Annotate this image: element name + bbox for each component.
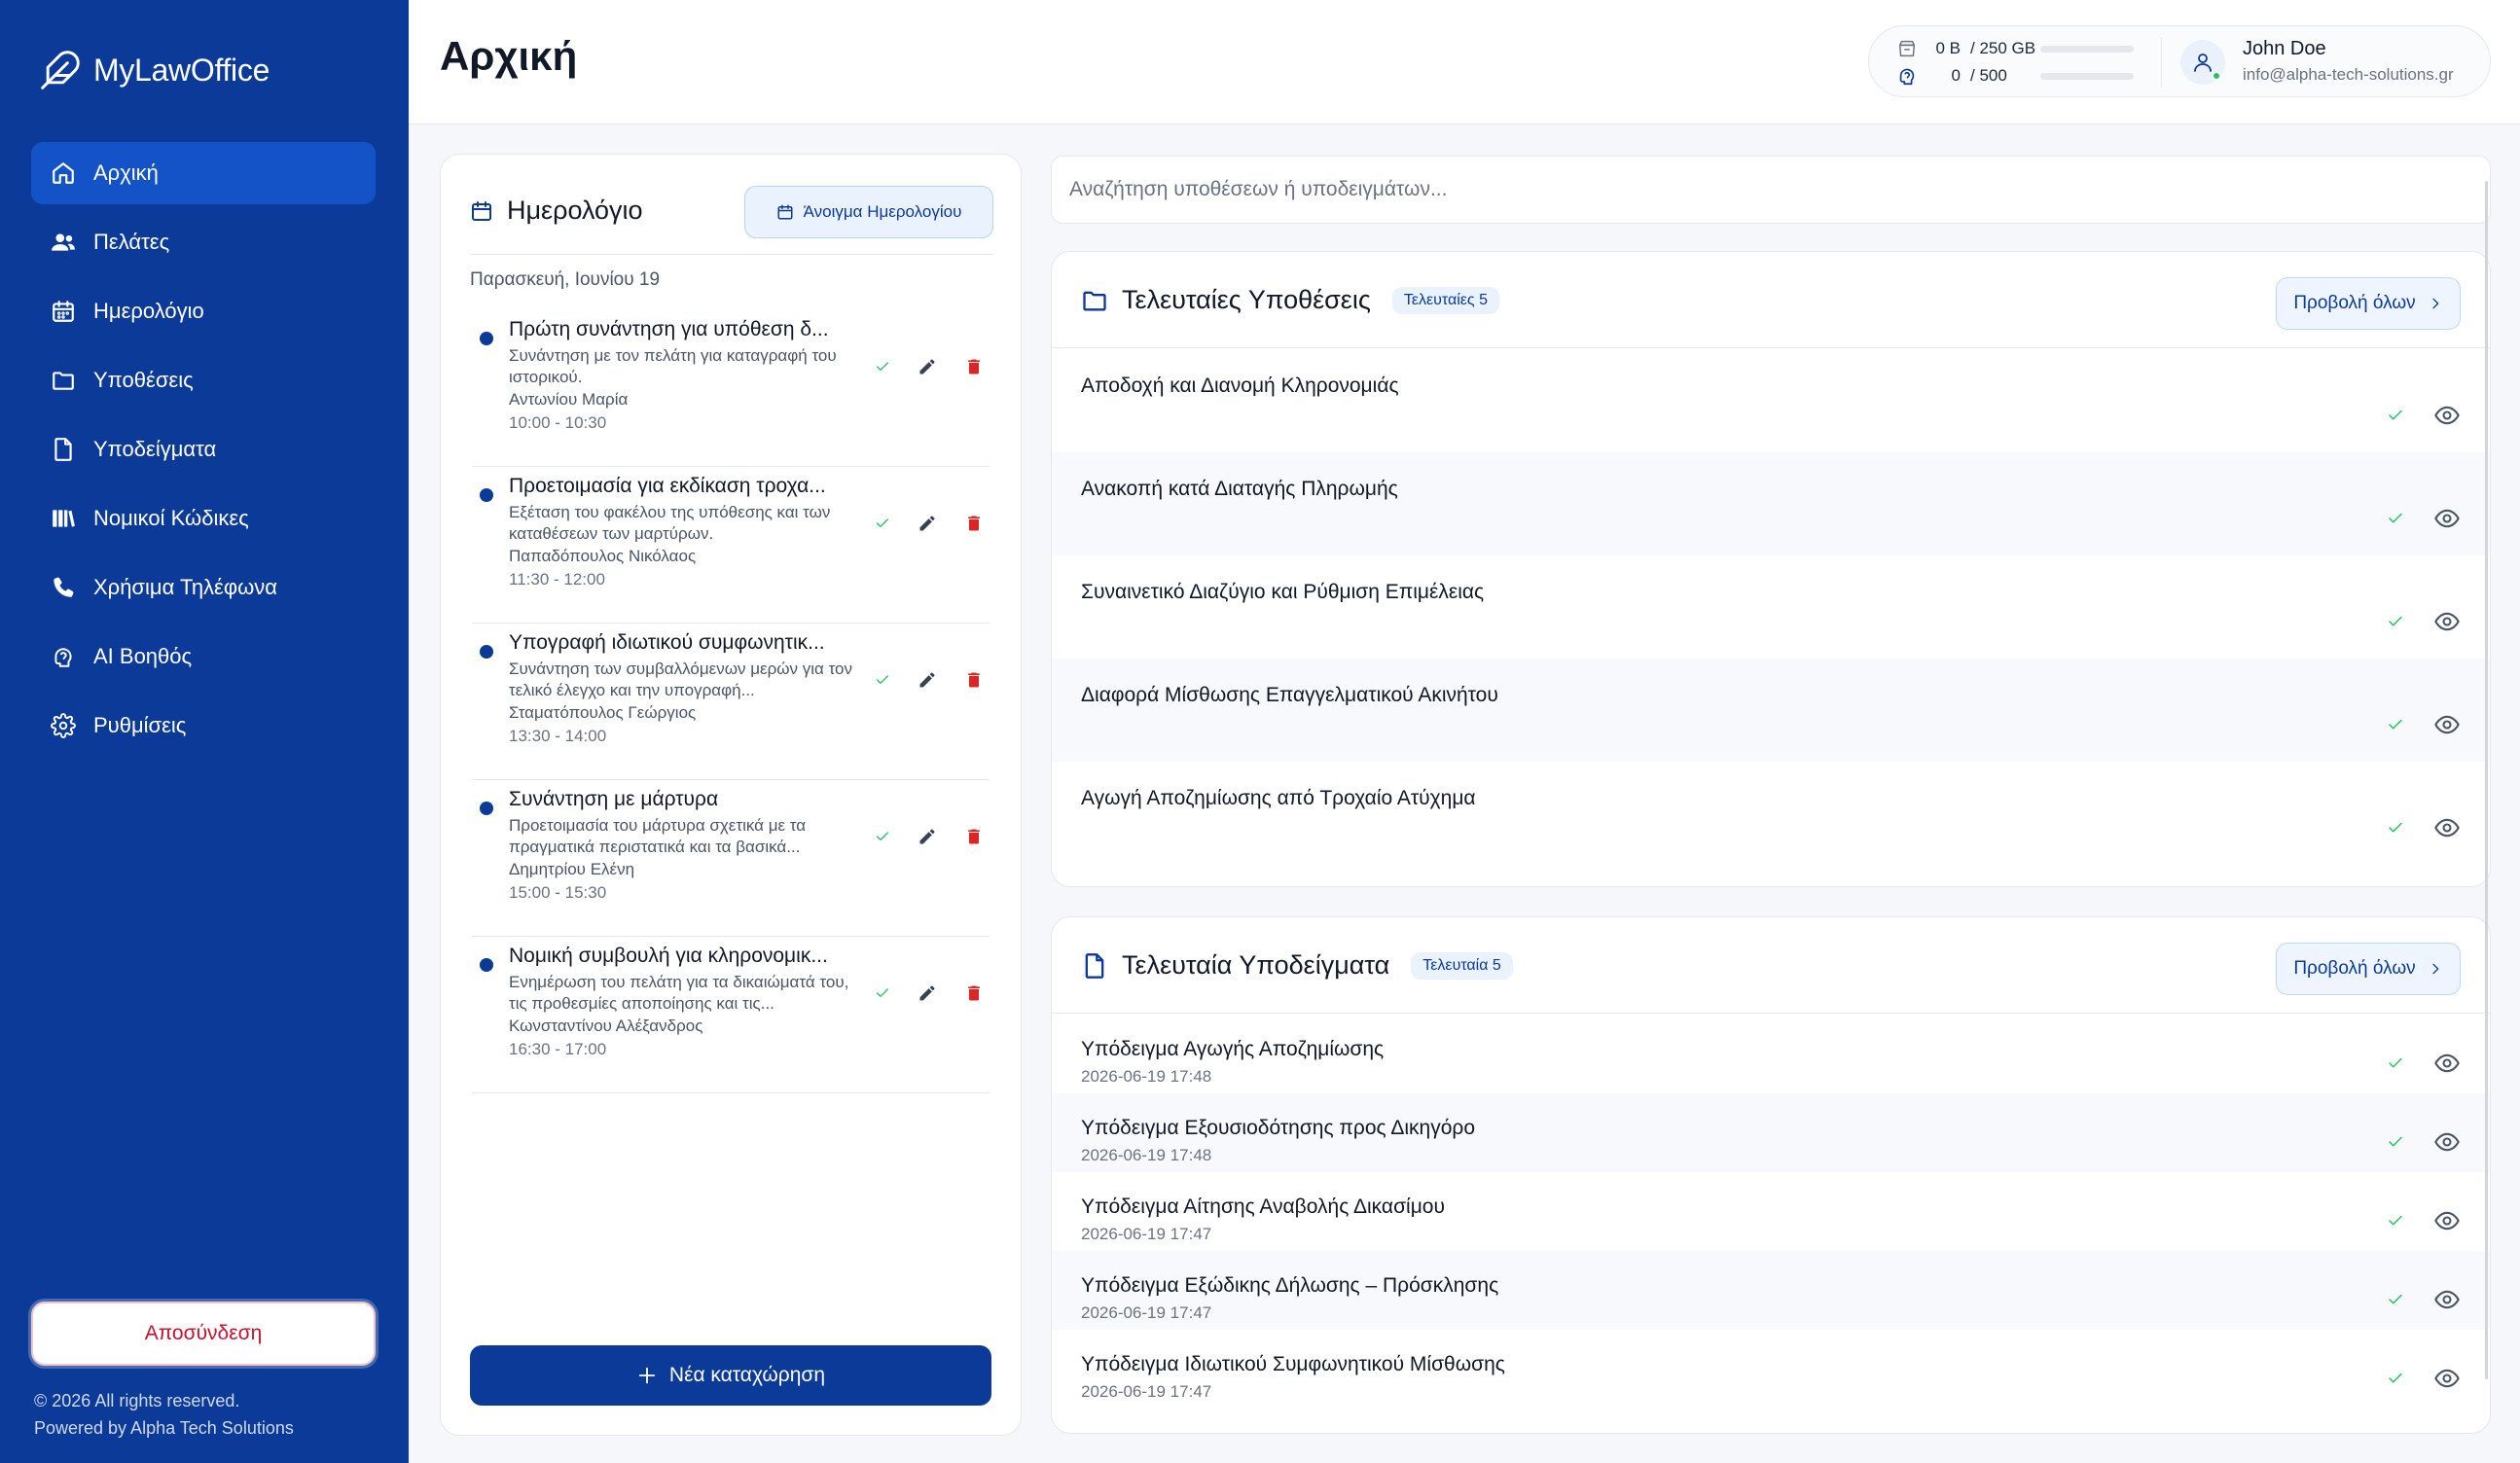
row-actions xyxy=(2387,402,2461,429)
calendar-date: Παρασκευή, Ιουνίου 19 xyxy=(470,269,661,290)
sidebar-item-label: Ημερολόγιο xyxy=(93,299,204,323)
event-title: Νομική συμβουλή για κληρονομικ... xyxy=(509,945,828,967)
template-title: Υπόδειγμα Εξουσιοδότησης προς Δικηγόρο xyxy=(1081,1117,1476,1139)
divider xyxy=(1052,347,2490,348)
storage-progress-bar xyxy=(2040,46,2134,53)
sidebar-item-label: Υποδείγματα xyxy=(93,437,217,461)
template-title: Υπόδειγμα Αγωγής Αποζημίωσης xyxy=(1081,1038,1385,1060)
sidebar-item-clients[interactable] xyxy=(31,211,376,273)
template-title: Υπόδειγμα Ιδιωτικού Συμφωνητικού Μίσθωσης xyxy=(1081,1353,1505,1375)
event-description: Ενημέρωση του πελάτη για τα δικαιώματά του, τις προθεσμίες αποποίησης και τις... xyxy=(509,973,849,1013)
case-row[interactable] xyxy=(1052,349,2490,452)
recent-cases-header xyxy=(1081,285,1499,315)
view-all-templates-button[interactable] xyxy=(2276,943,2461,995)
check-icon[interactable] xyxy=(2387,819,2404,837)
template-list xyxy=(1052,1015,2490,1409)
pencil-icon[interactable] xyxy=(918,670,937,690)
check-icon[interactable] xyxy=(875,672,890,688)
template-title: Υπόδειγμα Αίτησης Αναβολής Δικασίμου xyxy=(1081,1195,1445,1218)
row-actions xyxy=(2387,505,2461,532)
template-row[interactable] xyxy=(1052,1251,2490,1330)
main-scrollbar[interactable] xyxy=(2485,181,2488,1379)
folder-icon xyxy=(1081,287,1108,314)
open-calendar-button[interactable] xyxy=(744,186,993,238)
event-client: Κωνσταντίνου Αλέξανδρος xyxy=(509,1017,703,1035)
sidebar-item-legal-codes[interactable] xyxy=(31,487,376,550)
event-time: 10:00 - 10:30 xyxy=(509,413,607,432)
check-icon[interactable] xyxy=(875,829,890,844)
sidebar xyxy=(0,0,409,1463)
storage-icon xyxy=(1896,38,1918,59)
event-client: Παπαδόπουλος Νικόλαος xyxy=(509,547,697,565)
sidebar-item-home[interactable] xyxy=(31,142,376,204)
sidebar-item-label: Νομικοί Κώδικες xyxy=(93,506,249,530)
event-actions xyxy=(875,827,984,846)
event-bullet xyxy=(480,958,493,972)
row-actions xyxy=(2387,1128,2461,1156)
case-list xyxy=(1052,349,2490,865)
eye-icon[interactable] xyxy=(2433,1365,2461,1392)
check-icon[interactable] xyxy=(2387,1054,2404,1072)
pencil-icon[interactable] xyxy=(918,357,937,376)
template-date: 2026-06-19 17:48 xyxy=(1081,1067,1212,1086)
calendar-icon xyxy=(470,199,493,223)
event-bullet xyxy=(480,488,493,502)
template-row[interactable] xyxy=(1052,1330,2490,1409)
new-entry-label: Νέα καταχώρηση xyxy=(668,1364,826,1386)
file-icon xyxy=(1081,952,1108,980)
sidebar-item-ai-assistant[interactable] xyxy=(31,625,376,688)
event-client: Σταματόπουλος Γεώργιος xyxy=(509,703,697,722)
sidebar-footer xyxy=(34,1387,294,1442)
template-title: Υπόδειγμα Εξώδικης Δήλωσης – Πρόσκλησης xyxy=(1081,1274,1499,1297)
row-actions xyxy=(2387,711,2461,738)
pencil-icon[interactable] xyxy=(918,514,937,533)
event-time: 15:00 - 15:30 xyxy=(509,883,607,902)
ai-head-icon xyxy=(1896,65,1918,87)
search-input[interactable] xyxy=(1051,156,2491,224)
calendar-title: Ημερολόγιο xyxy=(507,196,643,225)
online-status-dot xyxy=(2212,71,2221,81)
event-title: Συνάντηση με μάρτυρα xyxy=(509,788,719,810)
file-icon xyxy=(51,437,76,462)
event-bullet xyxy=(480,645,493,659)
ai-total: / 500 xyxy=(1970,66,2007,85)
sidebar-item-settings[interactable] xyxy=(31,695,376,757)
calendar-icon xyxy=(51,299,76,324)
top-header xyxy=(409,0,2520,125)
event-bullet xyxy=(480,332,493,345)
event-list xyxy=(472,310,990,1093)
ai-usage xyxy=(1896,65,2007,87)
pencil-icon[interactable] xyxy=(918,983,937,1003)
storage-used: 0 B xyxy=(1935,39,1961,57)
event-title: Υπογραφή ιδιωτικού συμφωνητικ... xyxy=(509,631,825,654)
new-entry-button[interactable] xyxy=(470,1345,991,1406)
event-description: Εξέταση του φακέλου της υπόθεσης και των καταθέσεων των μαρτύρων. xyxy=(509,503,831,543)
template-date: 2026-06-19 17:47 xyxy=(1081,1225,1212,1243)
view-all-label: Προβολή όλων xyxy=(2293,293,2416,313)
sidebar-item-label: Αρχική xyxy=(93,161,159,185)
check-icon[interactable] xyxy=(2387,716,2404,733)
eye-icon[interactable] xyxy=(2433,814,2461,841)
event-description: Προετοιμασία του μάρτυρα σχετικά με τα πραγματικά περιστατικά και τα βασικά... xyxy=(509,816,807,856)
user-name: John Doe xyxy=(2243,38,2326,59)
plus-icon xyxy=(636,1365,658,1386)
recent-templates-header xyxy=(1081,950,1513,981)
event-actions xyxy=(875,357,984,376)
template-date: 2026-06-19 17:48 xyxy=(1081,1146,1212,1164)
eye-icon[interactable] xyxy=(2433,608,2461,635)
event-bullet xyxy=(480,802,493,815)
event-item[interactable] xyxy=(472,624,990,780)
trash-icon[interactable] xyxy=(964,983,984,1003)
eye-icon[interactable] xyxy=(2433,505,2461,532)
check-icon[interactable] xyxy=(2387,1370,2404,1387)
row-actions xyxy=(2387,1207,2461,1234)
usage-divider xyxy=(2161,38,2162,87)
case-row[interactable] xyxy=(1052,659,2490,762)
divider xyxy=(470,254,993,255)
case-title: Διαφορά Μίσθωσης Επαγγελματικού Ακινήτου xyxy=(1081,684,1498,706)
template-row[interactable] xyxy=(1052,1172,2490,1251)
sidebar-item-calendar[interactable] xyxy=(31,280,376,342)
chevron-right-icon xyxy=(2428,296,2443,311)
app-logo[interactable] xyxy=(39,49,270,91)
case-title: Αγωγή Αποζημίωσης από Τροχαίο Ατύχημα xyxy=(1081,787,1476,809)
usage-widget xyxy=(1868,25,2491,97)
calendar-icon xyxy=(776,203,794,221)
ai-head-icon xyxy=(51,644,76,669)
template-date: 2026-06-19 17:47 xyxy=(1081,1382,1212,1401)
sidebar-item-phones[interactable] xyxy=(31,556,376,619)
check-icon[interactable] xyxy=(875,985,890,1001)
case-title: Ανακοπή κατά Διαταγής Πληρωμής xyxy=(1081,478,1398,500)
event-item[interactable] xyxy=(472,467,990,624)
storage-usage xyxy=(1896,38,2035,59)
view-all-cases-button[interactable] xyxy=(2276,277,2461,330)
recent-cases-card xyxy=(1051,251,2491,887)
page-title: Αρχική xyxy=(440,33,578,79)
check-icon[interactable] xyxy=(875,359,890,375)
eye-icon[interactable] xyxy=(2433,1128,2461,1156)
event-client: Αντωνίου Μαρία xyxy=(509,390,629,409)
chevron-right-icon xyxy=(2428,961,2443,977)
home-icon xyxy=(51,161,76,186)
event-actions xyxy=(875,514,984,533)
copyright-text: © 2026 All rights reserved. xyxy=(34,1391,240,1410)
sidebar-item-label: Πελάτες xyxy=(93,230,170,254)
sidebar-item-cases[interactable] xyxy=(31,349,376,411)
row-actions xyxy=(2387,1365,2461,1392)
library-icon xyxy=(51,506,76,531)
app-name: MyLawOffice xyxy=(93,52,270,88)
count-badge: Τελευταία 5 xyxy=(1411,952,1513,980)
sidebar-item-templates[interactable] xyxy=(31,418,376,481)
event-actions xyxy=(875,670,984,690)
check-icon[interactable] xyxy=(875,516,890,531)
row-actions xyxy=(2387,1286,2461,1313)
eye-icon[interactable] xyxy=(2433,711,2461,738)
gear-icon xyxy=(51,713,76,738)
avatar[interactable] xyxy=(2180,40,2225,85)
trash-icon[interactable] xyxy=(964,514,984,533)
case-row[interactable] xyxy=(1052,555,2490,659)
eye-icon[interactable] xyxy=(2433,1050,2461,1077)
case-row[interactable] xyxy=(1052,452,2490,555)
ai-used: 0 xyxy=(1951,66,1961,85)
feather-icon xyxy=(39,49,82,91)
row-actions xyxy=(2387,608,2461,635)
template-date: 2026-06-19 17:47 xyxy=(1081,1303,1212,1322)
check-icon[interactable] xyxy=(2387,1212,2404,1230)
sidebar-item-label: Υποθέσεις xyxy=(93,368,194,392)
eye-icon[interactable] xyxy=(2433,402,2461,429)
event-description: Συνάντηση με τον πελάτη για καταγραφή του ιστορικού. xyxy=(509,346,837,386)
event-description: Συνάντηση των συμβαλλόμενων μερών για τον τελικό έλεγχο και την υπογραφή... xyxy=(509,660,852,699)
sidebar-nav xyxy=(31,142,376,764)
event-item[interactable] xyxy=(472,780,990,937)
check-icon[interactable] xyxy=(2387,407,2404,424)
view-all-label: Προβολή όλων xyxy=(2293,958,2416,979)
storage-total: / 250 GB xyxy=(1970,39,2036,57)
event-item[interactable] xyxy=(472,937,990,1093)
recent-templates-card xyxy=(1051,916,2491,1434)
row-actions xyxy=(2387,814,2461,841)
logout-button[interactable]: Αποσύνδεση xyxy=(31,1302,376,1366)
case-row[interactable] xyxy=(1052,762,2490,865)
template-row[interactable] xyxy=(1052,1015,2490,1093)
check-icon[interactable] xyxy=(2387,510,2404,527)
users-icon xyxy=(51,230,76,255)
event-actions xyxy=(875,983,984,1003)
event-item[interactable] xyxy=(472,310,990,467)
user-icon xyxy=(2191,51,2214,74)
powered-by-text: Powered by Alpha Tech Solutions xyxy=(34,1418,294,1438)
sidebar-item-label: Χρήσιμα Τηλέφωνα xyxy=(93,575,278,599)
divider xyxy=(1052,1013,2490,1014)
event-time: 13:30 - 14:00 xyxy=(509,727,607,745)
trash-icon[interactable] xyxy=(964,827,984,846)
user-email: info@alpha-tech-solutions.gr xyxy=(2243,65,2454,84)
eye-icon[interactable] xyxy=(2433,1207,2461,1234)
template-row[interactable] xyxy=(1052,1093,2490,1172)
trash-icon[interactable] xyxy=(964,670,984,690)
count-badge: Τελευταίες 5 xyxy=(1392,287,1499,314)
check-icon[interactable] xyxy=(2387,1133,2404,1151)
recent-cases-title: Τελευταίες Υποθέσεις xyxy=(1122,285,1371,314)
check-icon[interactable] xyxy=(2387,1291,2404,1308)
case-title: Αποδοχή και Διανομή Κληρονομιάς xyxy=(1081,375,1399,397)
event-title: Πρώτη συνάντηση για υπόθεση δ... xyxy=(509,318,829,340)
folder-icon xyxy=(51,368,76,393)
event-client: Δημητρίου Ελένη xyxy=(509,860,635,878)
check-icon[interactable] xyxy=(2387,613,2404,630)
row-actions xyxy=(2387,1050,2461,1077)
recent-templates-title: Τελευταία Υποδείγματα xyxy=(1122,950,1390,980)
sidebar-item-label: Ρυθμίσεις xyxy=(93,713,187,737)
event-time: 16:30 - 17:00 xyxy=(509,1040,607,1058)
sidebar-item-label: AI Βοηθός xyxy=(93,644,193,668)
phone-icon xyxy=(51,575,76,600)
calendar-card xyxy=(440,154,1022,1436)
trash-icon[interactable] xyxy=(964,357,984,376)
pencil-icon[interactable] xyxy=(918,827,937,846)
ai-progress-bar xyxy=(2040,73,2134,80)
case-title: Συναινετικό Διαζύγιο και Ρύθμιση Επιμέλειας xyxy=(1081,581,1485,603)
event-title: Προετοιμασία για εκδίκαση τροχα... xyxy=(509,475,826,497)
eye-icon[interactable] xyxy=(2433,1286,2461,1313)
open-calendar-label: Άνοιγμα Ημερολογίου xyxy=(803,202,962,221)
event-time: 11:30 - 12:00 xyxy=(509,570,605,589)
calendar-header xyxy=(470,196,643,226)
